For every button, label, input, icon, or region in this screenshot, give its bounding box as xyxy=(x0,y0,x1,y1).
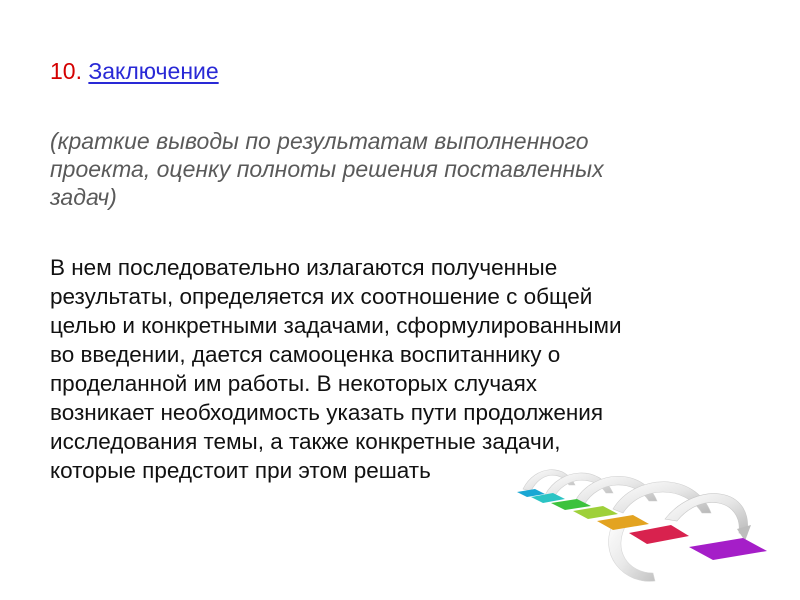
body-line: проделанной им работы. В некоторых случаях xyxy=(50,371,538,396)
section-number: 10. xyxy=(50,58,82,84)
body-line: результаты, определяется их соотношение с общей xyxy=(50,284,593,309)
note-line: задач) xyxy=(50,184,117,210)
section-heading xyxy=(50,56,219,86)
note-line: проекта, оценку полноты решения поставленных xyxy=(50,156,604,182)
body-line: возникает необходимость указать пути продолжения xyxy=(50,400,604,425)
step-4 xyxy=(573,506,618,519)
body-line: В нем последовательно излагаются полученные xyxy=(50,255,558,280)
body-paragraph xyxy=(50,253,770,485)
step-6 xyxy=(629,525,689,544)
italic-note xyxy=(50,127,740,211)
section-title-link[interactable]: Заключение xyxy=(88,58,219,84)
body-line: которые предстоит при этом решать xyxy=(50,458,431,483)
body-line: исследования темы, а также конкретные задачи, xyxy=(50,429,561,454)
step-5 xyxy=(597,515,649,530)
body-line: во введении, дается самооценка воспитаннику о xyxy=(50,342,561,367)
colored-steps-arrows-icon xyxy=(505,455,795,590)
body-line: целью и конкретными задачами, сформулированными xyxy=(50,313,622,338)
step-7 xyxy=(689,538,767,560)
note-line: (краткие выводы по результатам выполненного xyxy=(50,128,589,154)
